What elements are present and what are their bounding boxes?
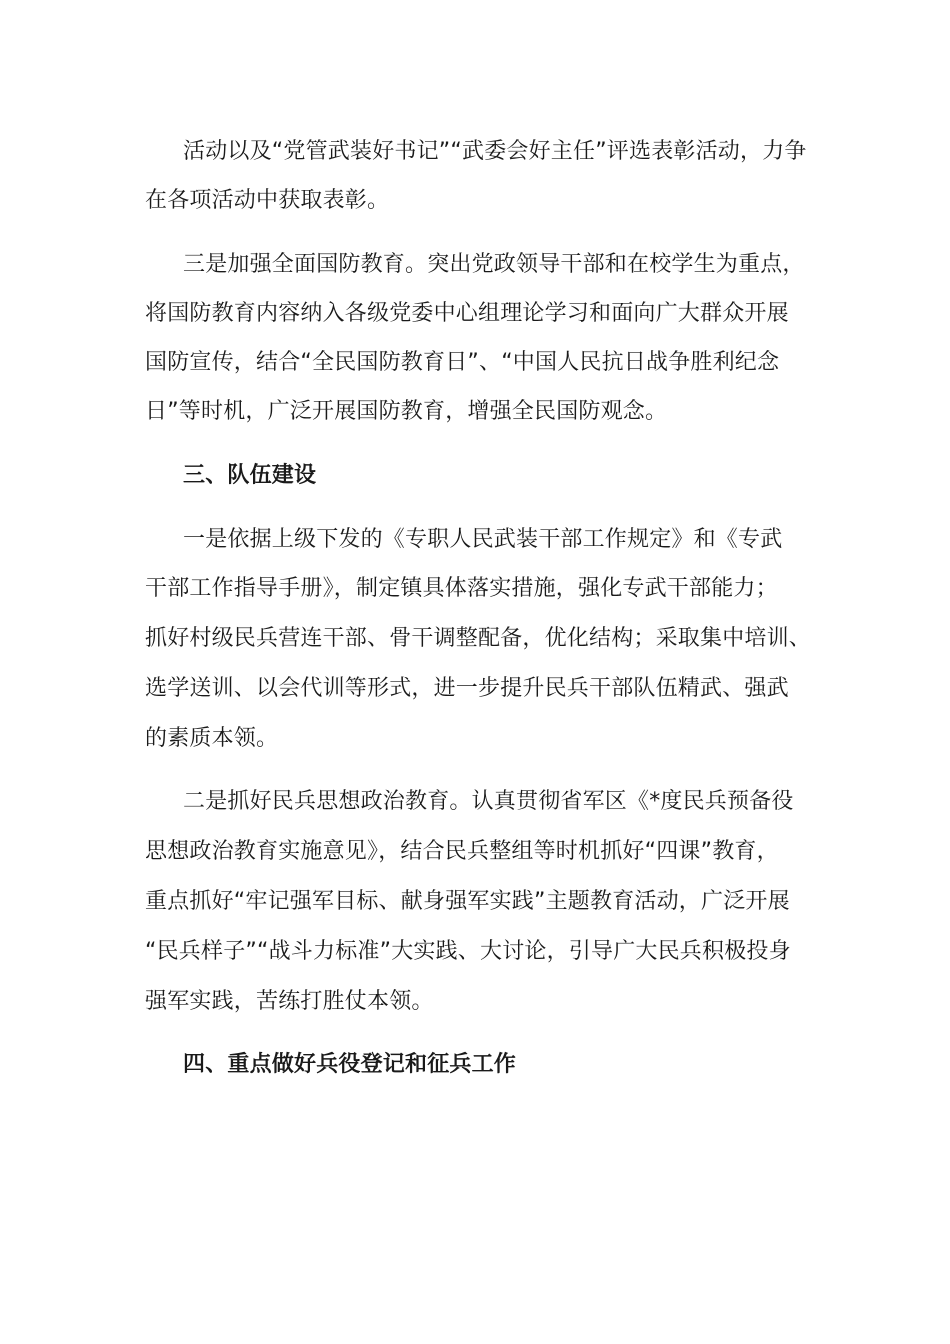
paragraph-line: 国防宣传，结合“全民国防教育日”、“中国人民抗日战争胜利纪念 [145, 350, 780, 375]
paragraph-line: 二是抓好民兵思想政治教育。认真贯彻省军区《*度民兵预备役 [183, 789, 794, 814]
paragraph-line: 重点抓好“牢记强军目标、献身强军实践”主题教育活动，广泛开展 [145, 889, 790, 914]
paragraph-line: 将国防教育内容纳入各级党委中心组理论学习和面向广大群众开展 [145, 301, 789, 326]
paragraph-line: 日”等时机，广泛开展国防教育，增强全民国防观念。 [145, 399, 668, 424]
paragraph-line: 在各项活动中获取表彰。 [145, 188, 390, 213]
paragraph-line: 活动以及“党管武装好书记”“武委会好主任”评选表彰活动，力争 [183, 139, 807, 164]
paragraph-line: 选学送训、以会代训等形式，进一步提升民兵干部队伍精武、强武 [145, 676, 789, 701]
section-heading: 三、队伍建设 [183, 463, 317, 488]
paragraph-line: 强军实践，苦练打胜仗本领。 [145, 989, 434, 1014]
paragraph-line: 干部工作指导手册》，制定镇具体落实措施，强化专武干部能力； [145, 576, 778, 601]
paragraph-line: 抓好村级民兵营连干部、骨干调整配备，优化结构；采取集中培训、 [145, 626, 812, 651]
paragraph-line: 一是依据上级下发的《专职人民武装干部工作规定》和《专武 [183, 527, 783, 552]
paragraph-line: 思想政治教育实施意见》，结合民兵整组等时机抓好“四课”教育， [145, 839, 779, 864]
section-heading: 四、重点做好兵役登记和征兵工作 [183, 1052, 517, 1077]
paragraph-line: “民兵样子”“战斗力标准”大实践、大讨论，引导广大民兵积极投身 [145, 939, 791, 964]
paragraph-line: 三是加强全面国防教育。突出党政领导干部和在校学生为重点， [183, 252, 805, 277]
paragraph-line: 的素质本领。 [145, 726, 279, 751]
